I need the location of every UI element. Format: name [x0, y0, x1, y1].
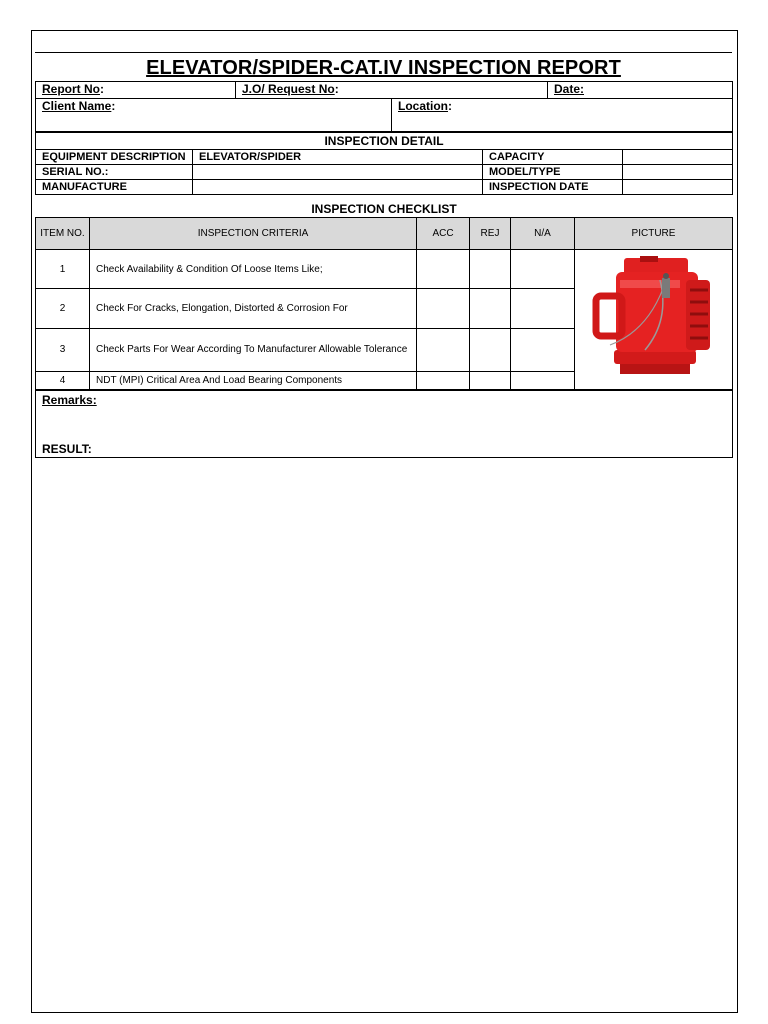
inspection-date-label: INSPECTION DATE [483, 180, 623, 195]
remarks-label: Remarks: [42, 393, 97, 407]
acc-checkbox[interactable] [417, 289, 470, 328]
location-label: Location [398, 99, 448, 113]
col-rej: REJ [470, 218, 511, 250]
col-item-no: ITEM NO. [36, 218, 90, 250]
capacity-value[interactable] [623, 150, 733, 165]
top-rule [35, 52, 732, 53]
rej-checkbox[interactable] [470, 250, 511, 289]
col-inspection-criteria: INSPECTION CRITERIA [90, 218, 417, 250]
jo-request-label: J.O/ Request No [242, 82, 335, 96]
manufacture-label: MANUFACTURE [36, 180, 193, 195]
rej-checkbox[interactable] [470, 328, 511, 371]
col-na: N/A [511, 218, 575, 250]
inspection-date-value[interactable] [623, 180, 733, 195]
criteria-text: Check Availability & Condition Of Loose Items Like; [90, 250, 417, 289]
criteria-text: Check For Cracks, Elongation, Distorted & Corrosion For [90, 289, 417, 328]
model-type-label: MODEL/TYPE [483, 165, 623, 180]
date-label: Date: [554, 82, 585, 96]
acc-checkbox[interactable] [417, 250, 470, 289]
item-no: 2 [36, 289, 90, 328]
elevator-spider-image [590, 250, 718, 386]
picture-cell [575, 250, 733, 390]
criteria-text: NDT (MPI) Critical Area And Load Bearing Components [90, 371, 417, 389]
na-checkbox[interactable] [511, 289, 575, 328]
serial-no-label: SERIAL NO.: [36, 165, 193, 180]
na-checkbox[interactable] [511, 328, 575, 371]
location-cell[interactable]: Location: [392, 99, 733, 132]
item-no: 4 [36, 371, 90, 389]
table-row [36, 250, 733, 289]
capacity-label: CAPACITY [483, 150, 623, 165]
na-checkbox[interactable] [511, 371, 575, 389]
client-name-cell[interactable]: Client Name: [36, 99, 392, 132]
report-no-cell[interactable]: Report No: [36, 82, 236, 99]
inspection-detail-table [35, 149, 733, 195]
item-no: 1 [36, 250, 90, 289]
jo-request-cell[interactable]: J.O/ Request No: [236, 82, 548, 99]
client-name-label: Client Name [42, 99, 112, 113]
equipment-description-label: EQUIPMENT DESCRIPTION [36, 150, 193, 165]
manufacture-value[interactable] [193, 180, 483, 195]
inspection-checklist-table [35, 217, 733, 390]
model-type-value[interactable] [623, 165, 733, 180]
rej-checkbox[interactable] [470, 289, 511, 328]
inspection-checklist-title: INSPECTION CHECKLIST [311, 202, 457, 216]
header-table [35, 81, 733, 132]
report-no-label: Report No [42, 82, 100, 96]
inspection-detail-title: INSPECTION DETAIL [35, 132, 733, 150]
serial-no-value[interactable] [193, 165, 483, 180]
date-cell[interactable] [548, 82, 733, 99]
rej-checkbox[interactable] [470, 371, 511, 389]
result-label: RESULT: [42, 442, 92, 456]
col-acc: ACC [417, 218, 470, 250]
item-no: 3 [36, 328, 90, 371]
criteria-text: Check Parts For Wear According To Manufacturer Allowable Tolerance [90, 328, 417, 371]
remarks-box[interactable] [35, 390, 733, 458]
col-picture: PICTURE [575, 218, 733, 250]
equipment-description-value[interactable]: ELEVATOR/SPIDER [193, 150, 483, 165]
acc-checkbox[interactable] [417, 371, 470, 389]
report-title: ELEVATOR/SPIDER-CAT.IV INSPECTION REPORT [146, 57, 621, 79]
acc-checkbox[interactable] [417, 328, 470, 371]
na-checkbox[interactable] [511, 250, 575, 289]
